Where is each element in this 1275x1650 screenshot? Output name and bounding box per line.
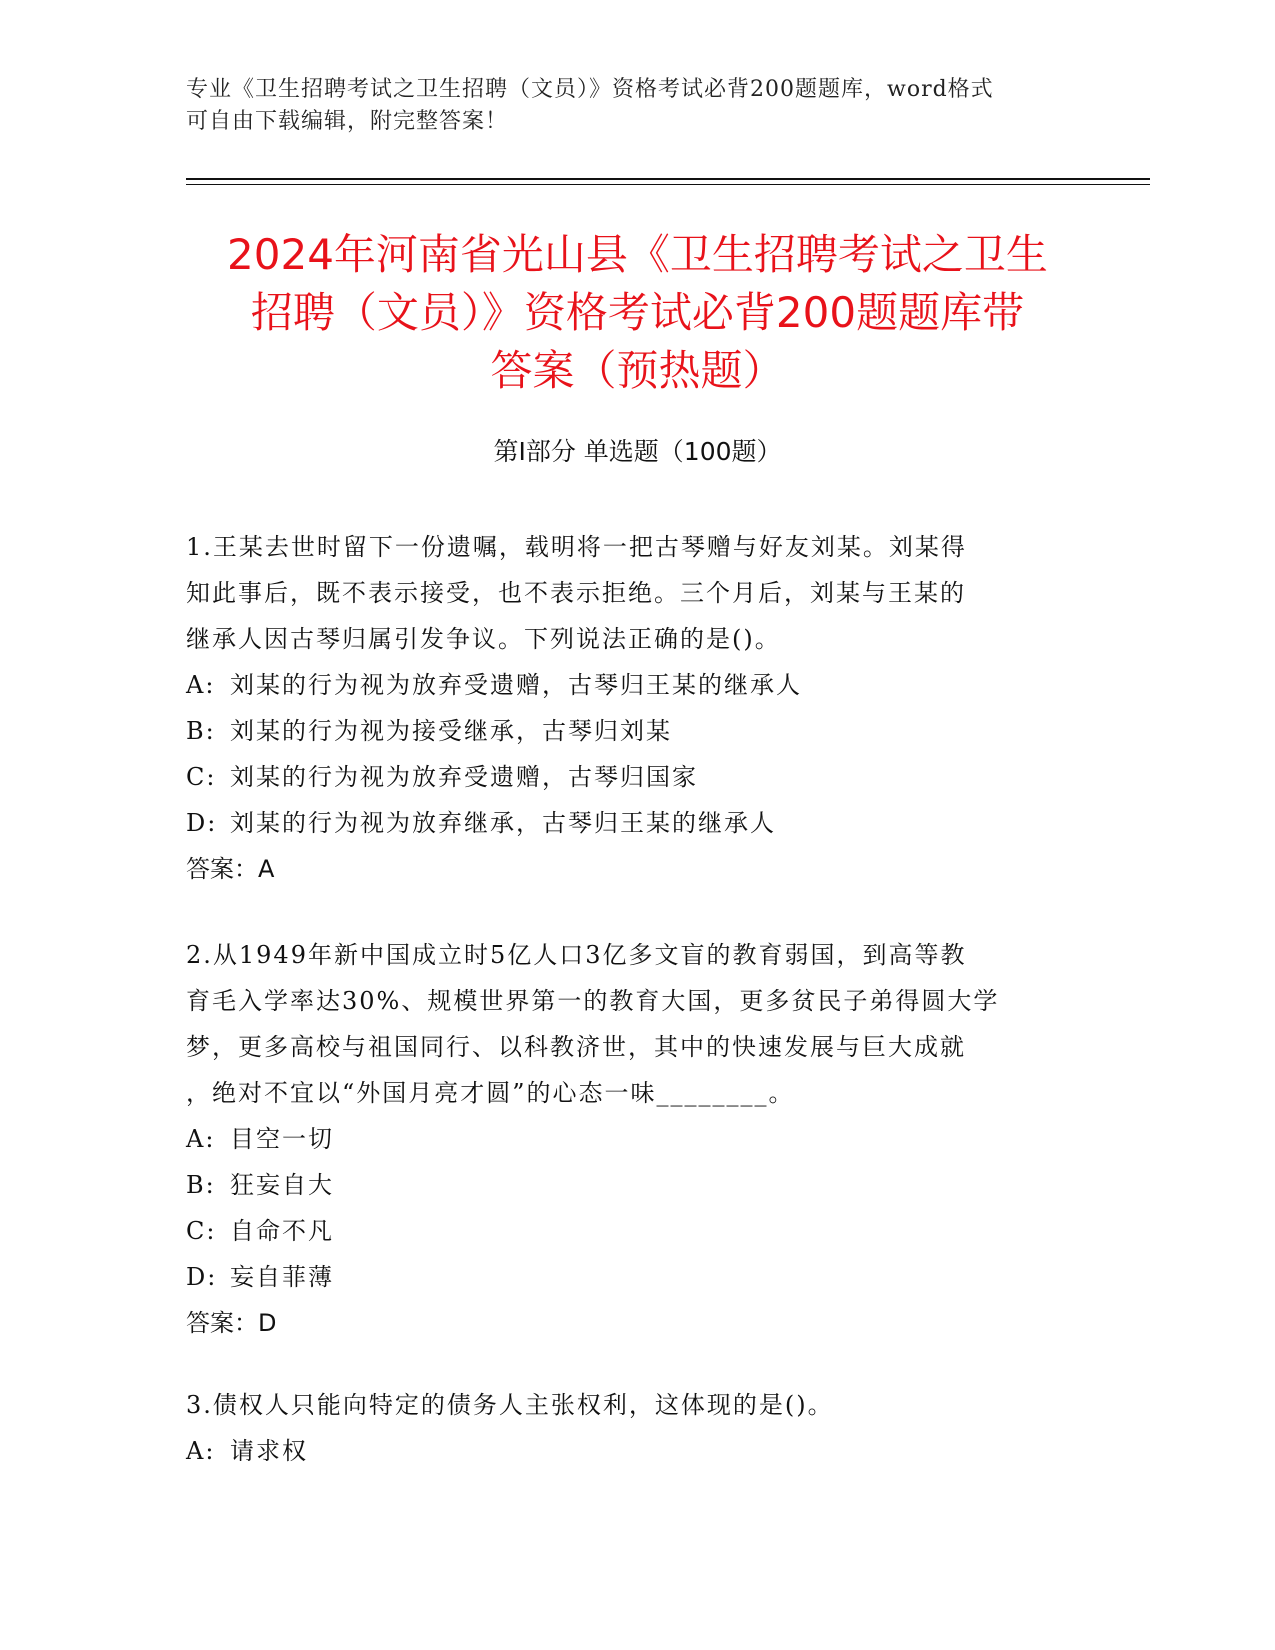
header-divider-thin <box>186 184 1150 185</box>
option-text: 目空一切 <box>230 1125 334 1153</box>
question-stem <box>186 1382 1086 1428</box>
option-a <box>186 662 1086 708</box>
option-text: 刘某的行为视为接受继承，古琴归刘某 <box>230 717 672 745</box>
header-divider-thick <box>186 178 1150 180</box>
option-letter: C: <box>186 1217 217 1245</box>
option-text: 妄自菲薄 <box>230 1263 334 1291</box>
option-letter: B: <box>186 717 216 745</box>
option-letter: A: <box>186 671 216 699</box>
option-letter: C: <box>186 763 217 791</box>
title-line-2: 招聘（文员）》资格考试必背200题题库带 <box>250 288 1025 337</box>
question-block <box>186 932 1086 1346</box>
question-stem-line: 知此事后，既不表示接受，也不表示拒绝。三个月后，刘某与王某的 <box>186 579 966 607</box>
option-b <box>186 708 1086 754</box>
option-text: 刘某的行为视为放弃继承，古琴归王某的继承人 <box>230 809 776 837</box>
question-stem-line: 继承人因古琴归属引发争议。下列说法正确的是()。 <box>186 625 781 653</box>
option-a <box>186 1116 1086 1162</box>
question-stem <box>186 932 1086 1116</box>
question-stem-line: 梦，更多高校与祖国同行、以科教济世，其中的快速发展与巨大成就 <box>186 1033 966 1061</box>
title-line-3: 答案（预热题） <box>490 346 785 395</box>
option-d <box>186 800 1086 846</box>
question-stem-line: 3.债权人只能向特定的债务人主张权利，这体现的是()。 <box>186 1391 834 1419</box>
option-text: 刘某的行为视为放弃受遗赠，古琴归国家 <box>230 763 698 791</box>
option-b <box>186 1162 1086 1208</box>
question-stem-line: 1.王某去世时留下一份遗嘱，载明将一把古琴赠与好友刘某。刘某得 <box>186 533 967 561</box>
option-text: 自命不凡 <box>230 1217 334 1245</box>
option-text: 请求权 <box>230 1437 308 1465</box>
option-d <box>186 1254 1086 1300</box>
question-stem-line: 育毛入学率达30%、规模世界第一的教育大国，更多贫民子弟得圆大学 <box>186 987 1000 1015</box>
header-note-line-1: 专业《卫生招聘考试之卫生招聘（文员）》资格考试必背200题题库，word格式 <box>186 77 994 102</box>
question-stem <box>186 524 1086 662</box>
option-c <box>186 1208 1086 1254</box>
question-stem-line: ，绝对不宜以“外国月亮才圆”的心态一味________。 <box>186 1079 795 1107</box>
answer-line: 答案：D <box>186 1309 277 1337</box>
option-letter: B: <box>186 1171 216 1199</box>
header-note-line-2: 可自由下载编辑，附完整答案！ <box>186 109 509 134</box>
option-letter: A: <box>186 1125 216 1153</box>
option-letter: A: <box>186 1437 216 1465</box>
document-title <box>160 226 1115 400</box>
answer-line: 答案：A <box>186 855 275 883</box>
question-block <box>186 524 1086 892</box>
title-line-1: 2024年河南省光山县《卫生招聘考试之卫生 <box>227 230 1048 279</box>
question-stem-line: 2.从1949年新中国成立时5亿人口3亿多文盲的教育弱国，到高等教 <box>186 941 967 969</box>
option-c <box>186 754 1086 800</box>
option-letter: D: <box>186 1263 218 1291</box>
option-text: 狂妄自大 <box>230 1171 334 1199</box>
document-header-note <box>186 74 1066 138</box>
option-text: 刘某的行为视为放弃受遗赠，古琴归王某的继承人 <box>230 671 802 699</box>
option-letter: D: <box>186 809 218 837</box>
option-a <box>186 1428 1086 1474</box>
section-heading: 第Ⅰ部分 单选题（100题） <box>493 437 782 466</box>
question-block <box>186 1382 1086 1474</box>
